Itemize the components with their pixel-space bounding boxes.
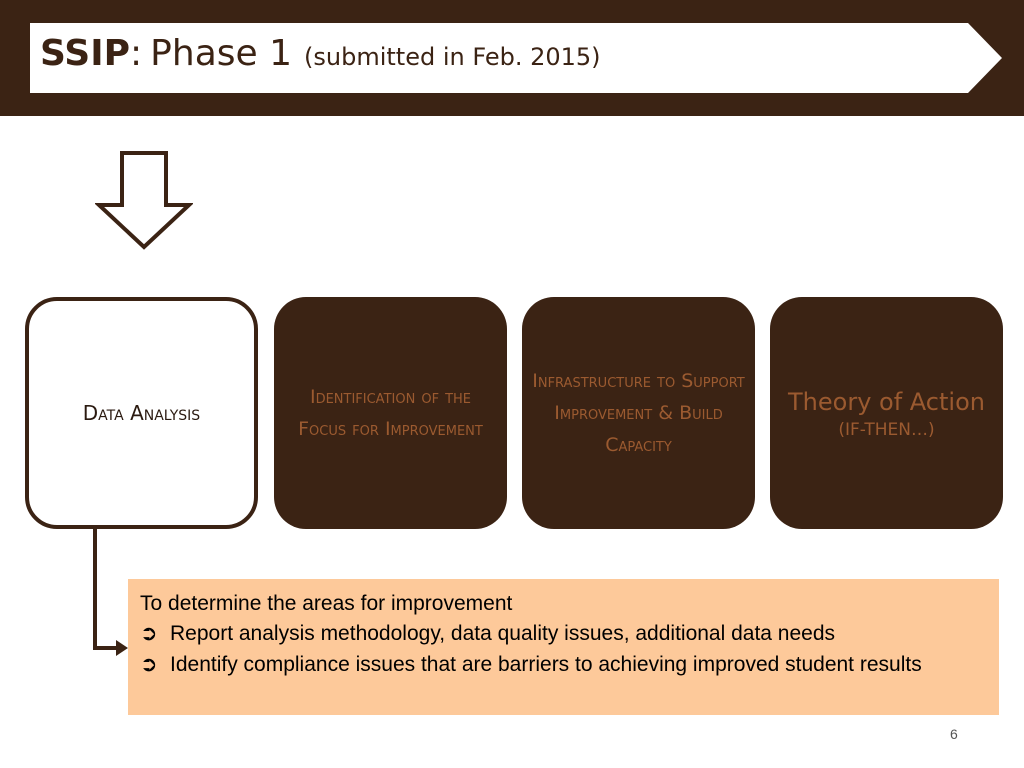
step-label: Infrastructure to Support Improvement & Build Capacity [532,369,745,457]
step-label [778,385,995,440]
title-subtitle: (submitted in Feb. 2015) [304,43,601,71]
note-bullet [140,650,987,680]
title-phase: Phase 1 [150,33,293,74]
down-arrow-icon [95,150,193,250]
note-box [128,579,999,715]
step-label: Data Analysis [82,401,201,425]
step-data-analysis [25,297,258,529]
step-label-sub: (IF-THEN…) [838,420,935,441]
step-infrastructure [522,297,755,529]
bullet-arrow-icon: ➲ [140,622,158,646]
bullet-text: Identify compliance issues that are barriers to achieving improved student results [170,652,922,676]
note-intro: To determine the areas for improvement [140,592,513,615]
bullet-arrow-icon: ➲ [140,652,158,676]
note-bullet [140,619,987,649]
page-number: 6 [950,726,958,742]
step-identification-focus [274,297,507,529]
page-title [40,33,601,74]
title-colon: : [130,33,143,74]
bullet-text: Report analysis methodology, data quality issues, additional data needs [170,622,836,646]
step-label-main: Theory of Action [788,388,985,417]
step-label: Identification of the Focus for Improvement [298,385,483,440]
step-theory-of-action [770,297,1003,529]
title-ssip: SSIP [40,33,131,74]
